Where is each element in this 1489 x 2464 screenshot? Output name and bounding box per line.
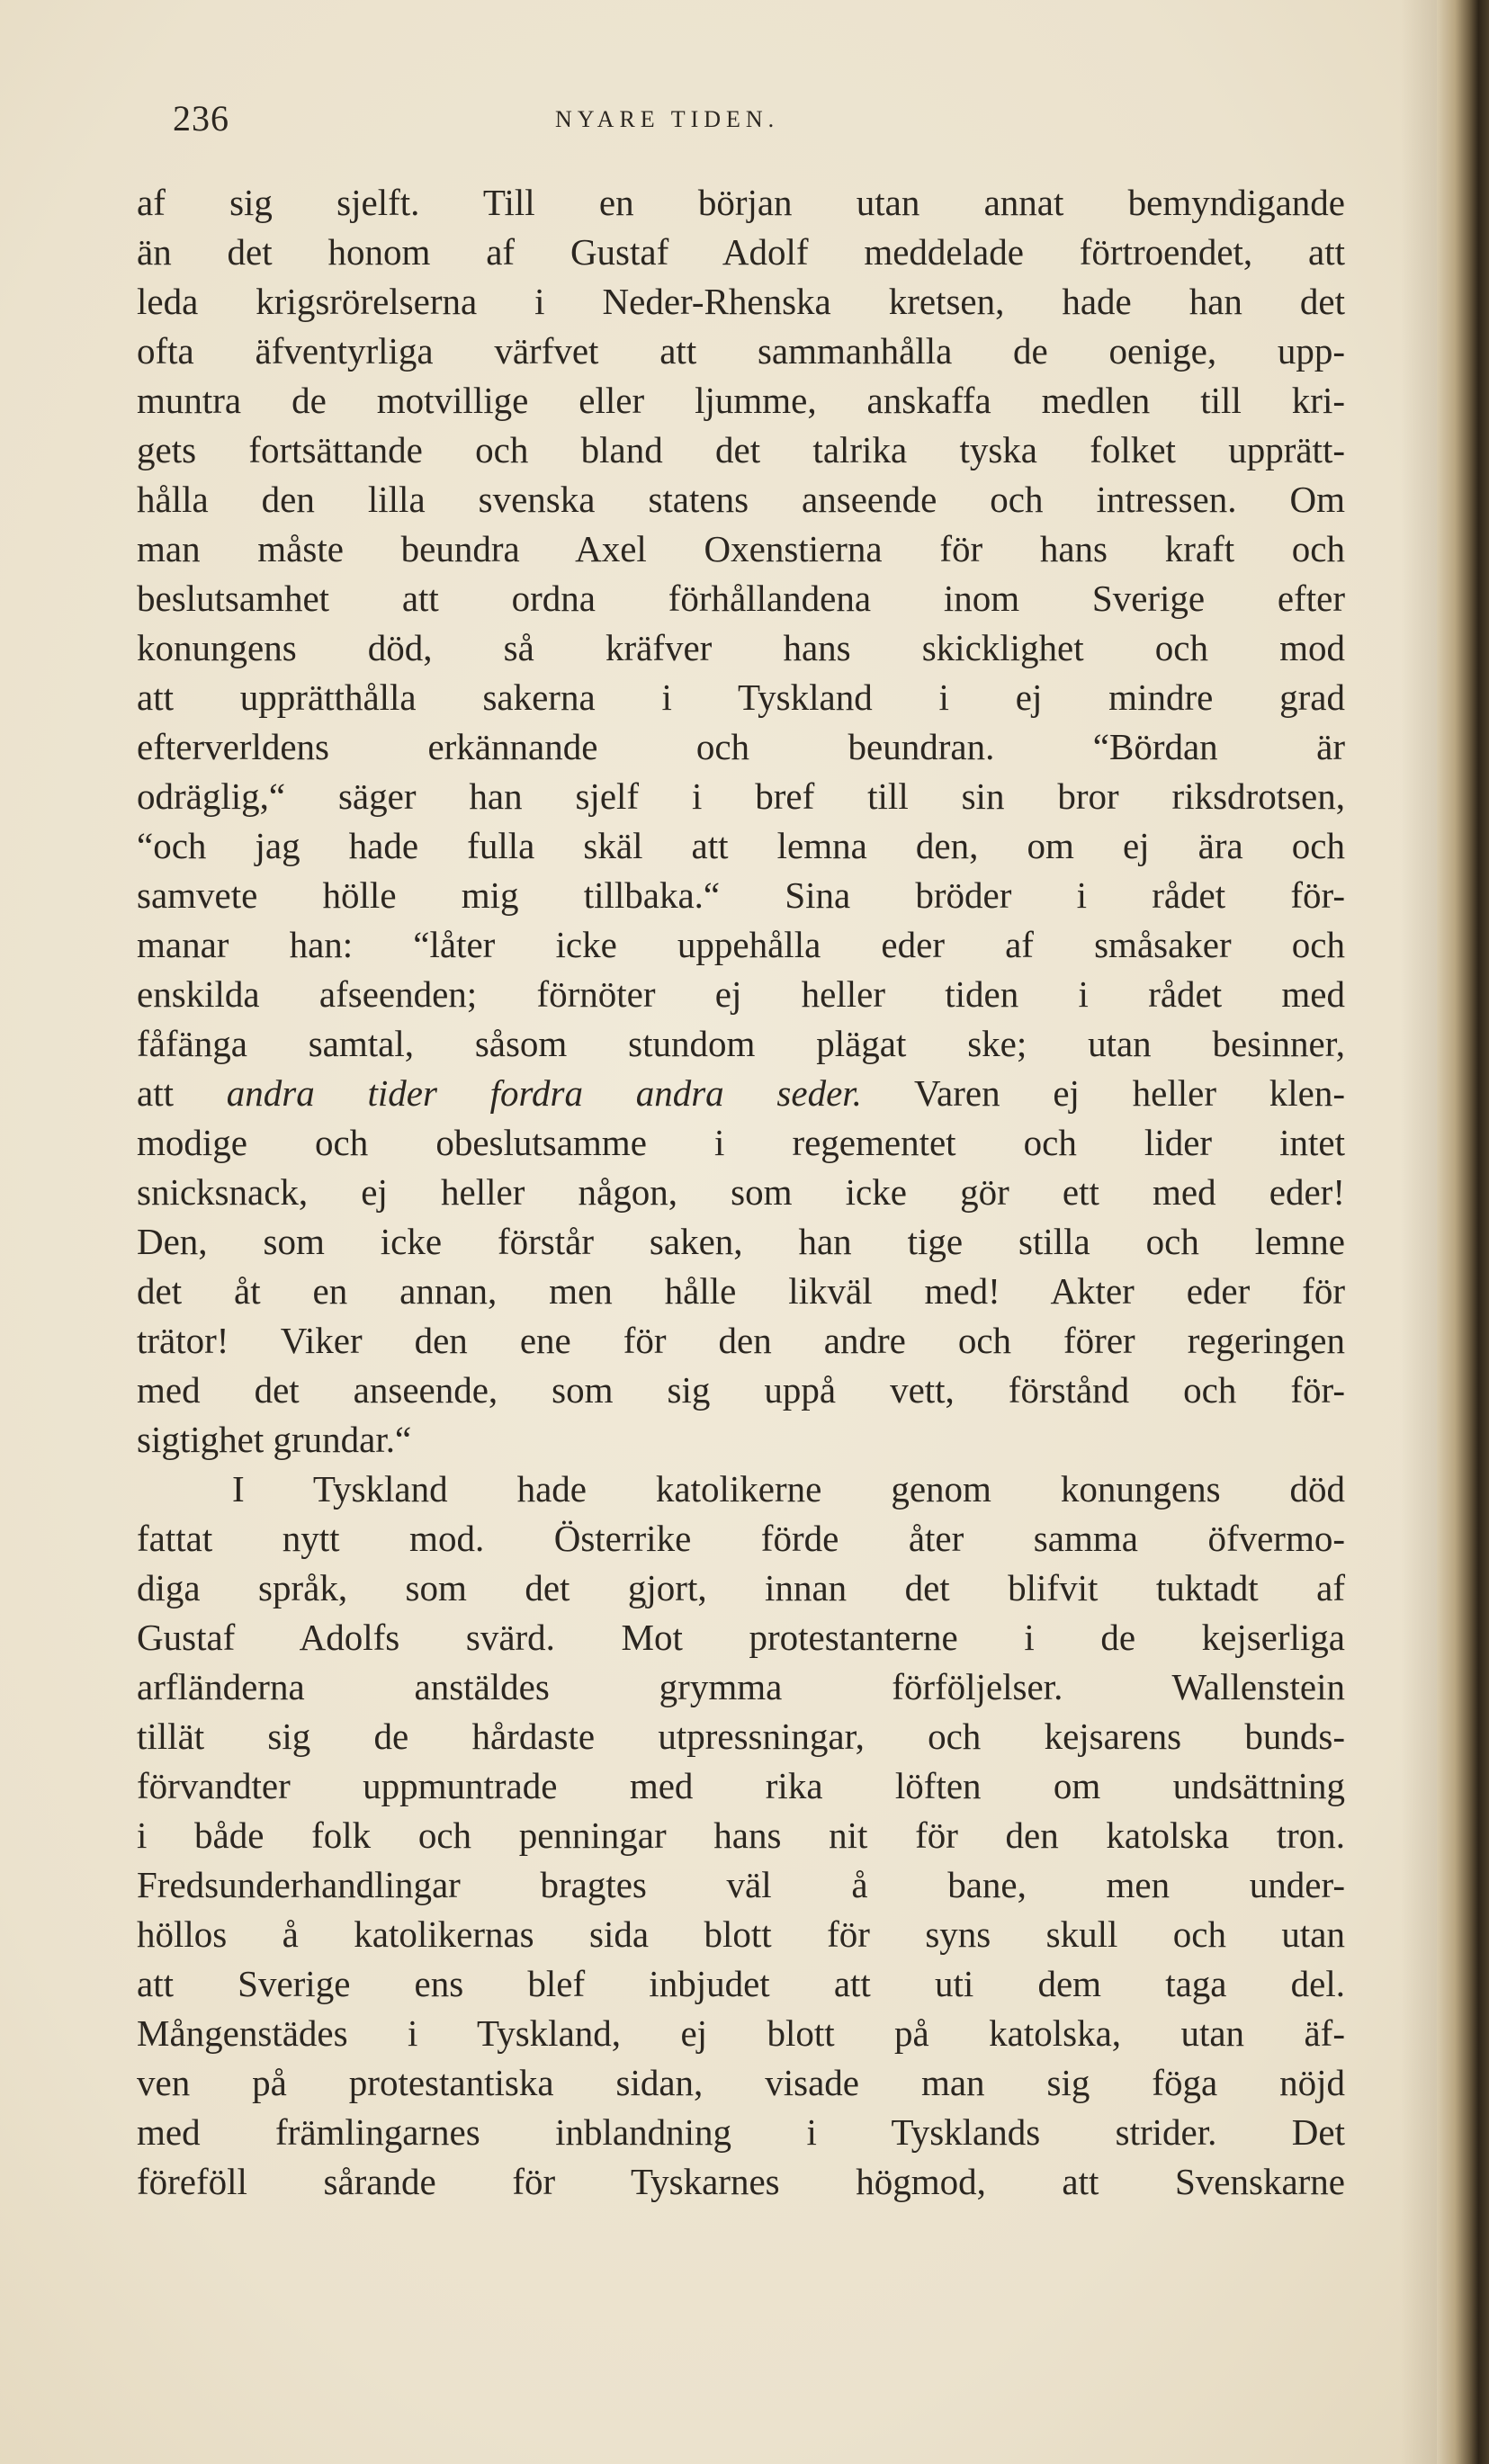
text-line: Gustaf Adolfs svärd. Mot protestanterne i de kejserliga bbox=[137, 1617, 1345, 1658]
text-line: samvete hölle mig tillbaka.“ Sina bröder i rådet för- bbox=[137, 874, 1345, 916]
page-number: 236 bbox=[173, 98, 229, 139]
text-line: hålla den lilla svenska statens anseende och intressen. Om bbox=[137, 479, 1345, 520]
text-line: Den, som icke förstår saken, han tige stilla och lemne bbox=[137, 1221, 1345, 1262]
text-line: diga språk, som det gjort, innan det blifvit tuktadt af bbox=[137, 1567, 1345, 1608]
text-line: gets fortsättande och bland det talrika tyska folket upprätt- bbox=[137, 429, 1345, 470]
text-line: snicksnack, ej heller någon, som icke gör ett med eder! bbox=[137, 1171, 1345, 1213]
running-head: NYARE TIDEN. bbox=[555, 106, 780, 132]
text-line: med det anseende, som sig uppå vett, förstånd och för- bbox=[137, 1369, 1345, 1411]
text-line: Mångenstädes i Tyskland, ej blott på katolska, utan äf- bbox=[137, 2012, 1345, 2054]
text-segment: att bbox=[137, 1072, 227, 1114]
text-line: än det honom af Gustaf Adolf meddelade förtroendet, att bbox=[137, 231, 1345, 273]
book-binding-edge bbox=[1437, 0, 1489, 2464]
text-line: enskilda afseenden; förnöter ej heller tiden i rådet med bbox=[137, 973, 1345, 1015]
text-line: fåfänga samtal, såsom stundom plägat ske; utan besinner, bbox=[137, 1023, 1345, 1064]
text-line: höllos å katolikernas sida blott för syns skull och utan bbox=[137, 1913, 1345, 1955]
text-line: beslutsamhet att ordna förhållandena inom Sverige efter bbox=[137, 578, 1345, 619]
text-line: Fredsunderhandlingar bragtes väl å bane, men under- bbox=[137, 1864, 1345, 1905]
text-line: förvandter uppmuntrade med rika löften om undsättning bbox=[137, 1765, 1345, 1806]
text-line-paragraph-start: I Tyskland hade katolikerne genom konungens död bbox=[232, 1468, 1345, 1510]
text-line: att upprätthålla sakerna i Tyskland i ej mindre grad bbox=[137, 676, 1345, 718]
text-line: efterverldens erkännande och beundran. “Bördan är bbox=[137, 726, 1345, 767]
text-line: trätor! Viker den ene för den andre och förer regeringen bbox=[137, 1320, 1345, 1361]
text-line: muntra de motvillige eller ljumme, anskaffa medlen till kri- bbox=[137, 380, 1345, 421]
text-line: ven på protestantiska sidan, visade man sig föga nöjd bbox=[137, 2062, 1345, 2103]
text-line: fattat nytt mod. Österrike förde åter samma öfvermo- bbox=[137, 1518, 1345, 1559]
text-line: man måste beundra Axel Oxenstierna för hans kraft och bbox=[137, 528, 1345, 569]
text-line: af sig sjelft. Till en början utan annat bemyndigande bbox=[137, 182, 1345, 223]
text-line: konungens död, så kräfver hans skicklighet och mod bbox=[137, 627, 1345, 668]
text-line: tillät sig de hårdaste utpressningar, och kejsarens bunds- bbox=[137, 1716, 1345, 1757]
text-line: det åt en annan, men hålle likväl med! Akter eder för bbox=[137, 1270, 1345, 1312]
text-line: att Sverige ens blef inbjudet att uti dem taga del. bbox=[137, 1963, 1345, 2004]
text-line-paragraph-end: sigtighet grundar.“ bbox=[137, 1419, 412, 1460]
text-line: med främlingarnes inblandning i Tysklands strider. Det bbox=[137, 2111, 1345, 2153]
italic-quote: andra tider fordra andra seder. bbox=[226, 1072, 862, 1114]
text-segment: Varen ej heller klen- bbox=[861, 1072, 1346, 1114]
text-line: ofta äfventyrliga värfvet att sammanhålla de oenige, upp- bbox=[137, 330, 1345, 372]
text-line: modige och obeslutsamme i regementet och lider intet bbox=[137, 1122, 1345, 1163]
text-line: i både folk och penningar hans nit för den katolska tron. bbox=[137, 1814, 1345, 1856]
body-text bbox=[137, 178, 1345, 2207]
text-line: manar han: “låter icke uppehålla eder af småsaker och bbox=[137, 924, 1345, 965]
text-line: odräglig,“ säger han sjelf i bref till sin bror riksdrotsen, bbox=[137, 775, 1345, 817]
text-line: “och jag hade fulla skäl att lemna den, om ej ära och bbox=[137, 825, 1345, 866]
text-line: föreföll sårande för Tyskarnes högmod, att Svenskarne bbox=[137, 2161, 1345, 2202]
text-line-with-italic bbox=[137, 1069, 1345, 1118]
text-line: leda krigsrörelserna i Neder-Rhenska kretsen, hade han det bbox=[137, 281, 1345, 322]
page-gutter-shadow bbox=[1401, 0, 1437, 2464]
page-header bbox=[173, 97, 1342, 140]
text-line: arfländerna anstäldes grymma förföljelser. Wallenstein bbox=[137, 1666, 1345, 1707]
